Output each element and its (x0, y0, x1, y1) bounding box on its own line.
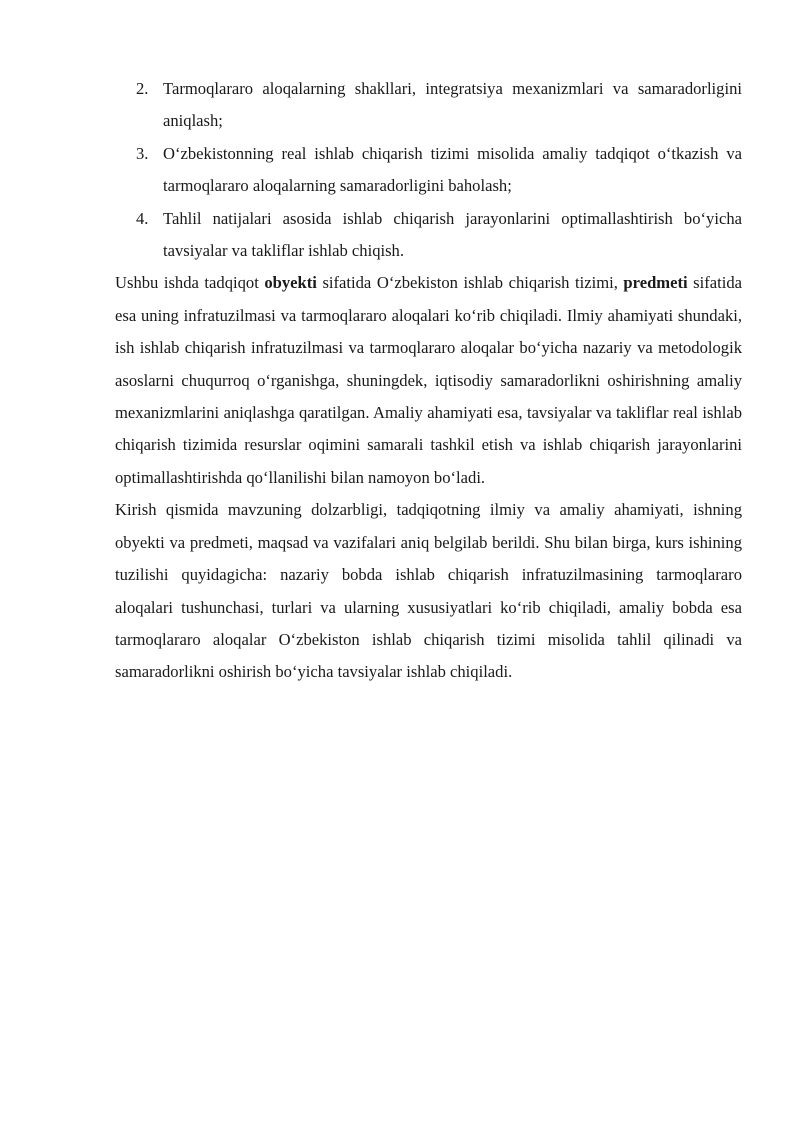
list-item (136, 138, 742, 203)
page-body (115, 73, 742, 689)
paragraph-text: sifatida O‘zbekiston ishlab chiqarish tizimi, (316, 273, 624, 293)
list-item-text: O‘zbekistonning real ishlab chiqarish tizimi misolida amaliy tadqiqot o‘tkazish va tarmoqlararo aloqalarning samaradorligini baholash; (163, 143, 742, 196)
paragraph-text: sifatida esa uning infratuzilmasi va tarmoqlararo aloqalari ko‘rib chiqiladi. Ilmiy ahamiyati shundaki, ish ishlab chiqarish infratuzilmasi va tarmoqlararo aloqalar bo‘yicha nazariy va metodologik asoslarni chuqurroq o‘rganishga, shuningdek, iqtisodiy samaradorlikni oshirishning amaliy mexanizmlarini aniqlashga qaratilgan. Amaliy ahamiyati esa, tavsiyalar va takliflar real ishlab chiqarish tizimida resurslar oqimini samarali tashkil etish va ishlab chiqarish jarayonlarini optimallashtirishda qo‘llanilishi bilan namoyon bo‘ladi. (115, 273, 743, 487)
list-item (136, 203, 742, 268)
list-item-number: 2. (136, 79, 149, 98)
object-subject-paragraph (115, 267, 742, 494)
list-item-text: Tahlil natijalari asosida ishlab chiqarish jarayonlarini optimallashtirish bo‘yicha tavsiyalar va takliflar ishlab chiqish. (163, 208, 742, 261)
bold-term-subject: predmeti (623, 273, 688, 293)
task-list (115, 73, 742, 267)
paragraph-text: Ushbu ishda tadqiqot (115, 273, 265, 293)
introduction-summary-paragraph: Kirish qismida mavzuning dolzarbligi, tadqiqotning ilmiy va amaliy ahamiyati, ishning obyekti va predmeti, maqsad va vazifalari aniq belgilab berildi. Shu bilan birga, kurs ishining tuzilishi quyidagicha: nazariy bobda ishlab chiqarish infratuzilmasining tarmoqlararo aloqalari tushunchasi, turlari va ularning xususiyatlari ko‘rib chiqiladi, amaliy bobda esa tarmoqlararo aloqalar O‘zbekiston ishlab chiqarish tizimi misolida tahlil qilinadi va samaradorlikni oshirish bo‘yicha tavsiyalar ishlab chiqiladi. (115, 500, 742, 682)
list-item-text: Tarmoqlararo aloqalarning shakllari, integratsiya mexanizmlari va samaradorligini aniqlash; (163, 79, 742, 131)
bold-term-object: obyekti (264, 273, 317, 293)
list-item-number: 3. (136, 143, 149, 163)
list-item (136, 73, 742, 138)
list-item-number: 4. (136, 208, 149, 228)
